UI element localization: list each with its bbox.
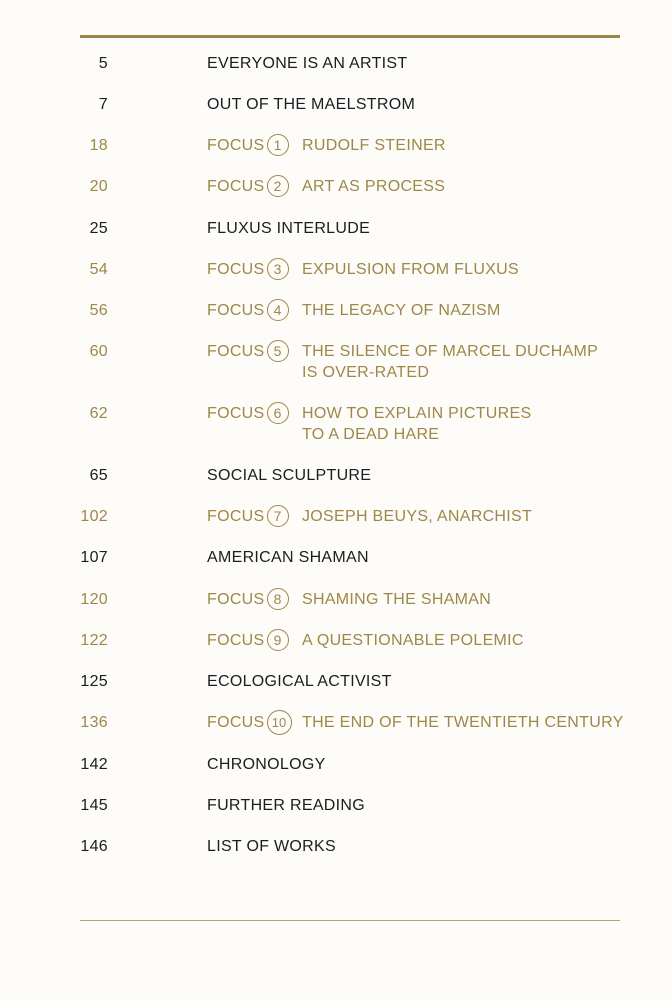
toc-page-number: 102	[80, 508, 108, 525]
toc-title-wrap	[207, 403, 532, 443]
toc-page-number: 145	[80, 797, 108, 814]
toc-title-line: THE END OF THE TWENTIETH CENTURY	[302, 714, 624, 731]
focus-label: FOCUS	[207, 302, 265, 319]
toc-page-number: 18	[89, 137, 108, 154]
toc-title-line: THE LEGACY OF NAZISM	[302, 302, 501, 319]
toc-page-number: 136	[80, 714, 108, 731]
focus-label: FOCUS	[207, 137, 265, 154]
toc-page-number: 54	[89, 261, 108, 278]
toc-title: SOCIAL SCULPTURE	[207, 467, 372, 484]
toc-page-number: 20	[89, 178, 108, 195]
toc-title: FURTHER READING	[207, 797, 365, 814]
toc-title-wrap	[207, 259, 520, 280]
focus-label: FOCUS	[207, 714, 265, 731]
focus-number-badge: 2	[267, 175, 289, 197]
toc-title-wrap	[207, 218, 370, 239]
toc-title: FLUXUS INTERLUDE	[207, 220, 371, 237]
focus-label: FOCUS	[207, 405, 265, 422]
toc-title-line: RUDOLF STEINER	[302, 137, 446, 154]
focus-label: FOCUS	[207, 343, 265, 360]
toc-title	[302, 630, 524, 651]
toc-title: CHRONOLOGY	[207, 756, 326, 773]
toc-title-wrap	[207, 94, 415, 115]
toc-title-wrap	[207, 712, 624, 735]
toc-title-line: THE SILENCE OF MARCEL DUCHAMP	[302, 343, 599, 360]
toc-page-number: 62	[89, 405, 108, 422]
toc-title-wrap	[207, 176, 446, 197]
toc-page-number: 120	[80, 591, 108, 608]
toc-title: AMERICAN SHAMAN	[207, 549, 369, 566]
bottom-rule	[80, 920, 620, 921]
toc-title-line: TO A DEAD HARE	[302, 426, 440, 443]
top-rule	[80, 35, 620, 38]
toc-title-line: SHAMING THE SHAMAN	[302, 591, 492, 608]
toc-title-wrap	[207, 671, 392, 692]
focus-number-badge: 10	[267, 710, 292, 735]
focus-label: FOCUS	[207, 261, 265, 278]
toc-title-wrap	[207, 135, 446, 156]
toc-title	[302, 259, 519, 280]
toc-title	[302, 403, 531, 445]
toc-page-number: 146	[80, 838, 108, 855]
toc-title-wrap	[207, 754, 326, 775]
toc-title-wrap	[207, 589, 492, 610]
focus-label: FOCUS	[207, 632, 265, 649]
toc-title-wrap	[207, 630, 524, 651]
toc-title	[302, 176, 445, 197]
focus-number-badge: 9	[267, 629, 289, 651]
focus-number-badge: 7	[267, 505, 289, 527]
toc-title: EVERYONE IS AN ARTIST	[207, 55, 408, 72]
toc-page-number: 60	[89, 343, 108, 360]
toc-page-number: 5	[98, 55, 108, 72]
toc-title	[302, 341, 598, 383]
toc-title	[302, 300, 501, 321]
focus-number-badge: 6	[267, 402, 289, 424]
focus-number-badge: 8	[267, 588, 289, 610]
toc-title-wrap	[207, 836, 336, 857]
toc-page-number: 56	[89, 302, 108, 319]
toc-title-line: ART AS PROCESS	[302, 178, 446, 195]
focus-number-badge: 4	[267, 299, 289, 321]
toc-title: OUT OF THE MAELSTROM	[207, 96, 416, 113]
toc-title	[302, 712, 624, 733]
focus-number-badge: 3	[267, 258, 289, 280]
focus-label: FOCUS	[207, 508, 265, 525]
toc-title-wrap	[207, 506, 533, 527]
focus-number-badge: 1	[267, 134, 289, 156]
toc-title-line: JOSEPH BEUYS, ANARCHIST	[302, 508, 533, 525]
toc-title-wrap	[207, 795, 365, 816]
toc-title-wrap	[207, 300, 501, 321]
toc-page-number: 65	[89, 467, 108, 484]
toc-title-line: HOW TO EXPLAIN PICTURES	[302, 405, 532, 422]
toc-title	[302, 506, 532, 527]
toc-title-line: IS OVER-RATED	[302, 364, 430, 381]
toc-title-wrap	[207, 53, 407, 74]
toc-title-wrap	[207, 465, 371, 486]
toc-title-wrap	[207, 547, 369, 568]
focus-label: FOCUS	[207, 178, 265, 195]
toc-page-number: 125	[80, 673, 108, 690]
toc-page-number: 7	[98, 96, 108, 113]
toc-title	[302, 135, 446, 156]
toc-title: LIST OF WORKS	[207, 838, 336, 855]
toc-title: ECOLOGICAL ACTIVIST	[207, 673, 392, 690]
toc-title-line: EXPULSION FROM FLUXUS	[302, 261, 520, 278]
toc-page-number: 107	[80, 549, 108, 566]
focus-label: FOCUS	[207, 591, 265, 608]
toc-title-wrap	[207, 341, 599, 381]
toc-page-number: 25	[89, 220, 108, 237]
toc-page-number: 122	[80, 632, 108, 649]
toc-page-number: 142	[80, 756, 108, 773]
toc-title	[302, 589, 491, 610]
focus-number-badge: 5	[267, 340, 289, 362]
toc-title-line: A QUESTIONABLE POLEMIC	[302, 632, 524, 649]
